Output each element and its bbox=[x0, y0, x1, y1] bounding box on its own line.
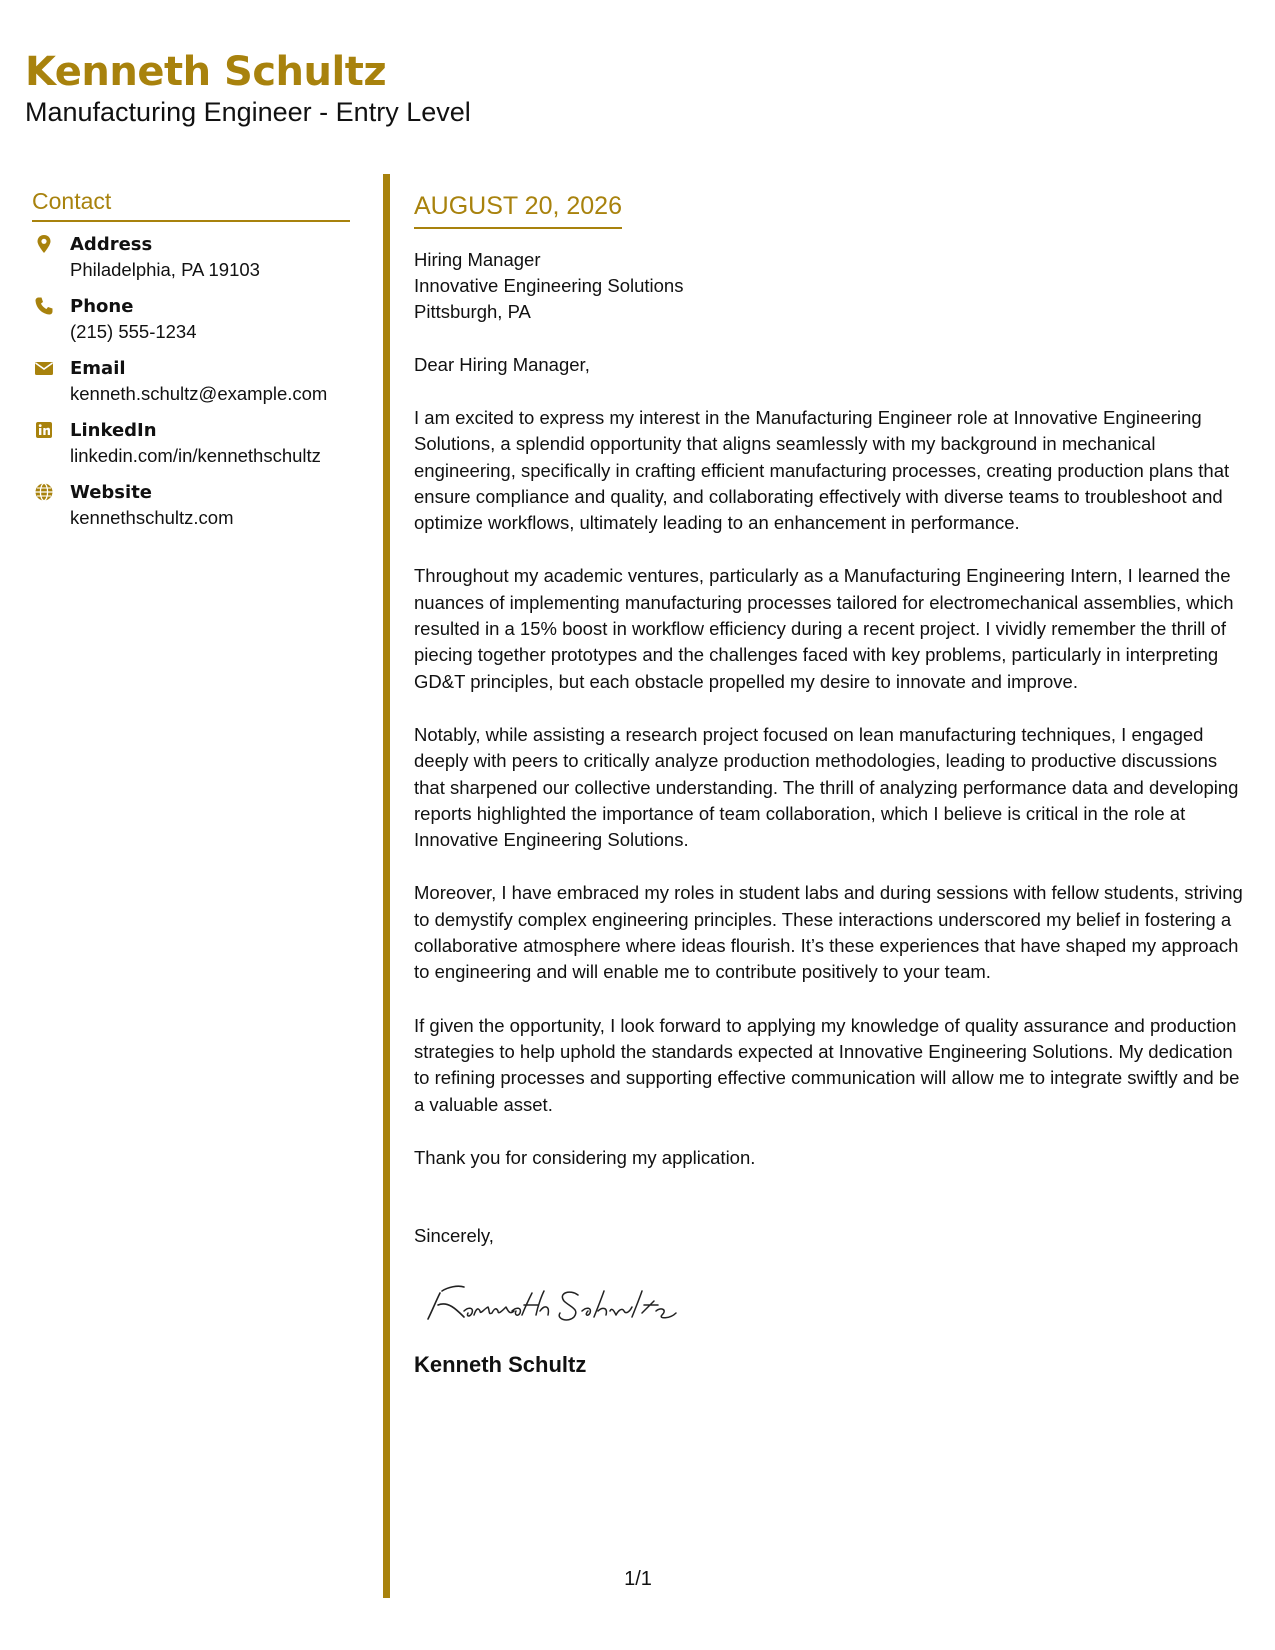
phone-value: (215) 555-1234 bbox=[70, 321, 197, 342]
closing: Sincerely, bbox=[414, 1225, 494, 1247]
recipient-block bbox=[414, 247, 1249, 325]
contact-label: Address bbox=[70, 234, 153, 255]
paragraph: Moreover, I have embraced my roles in student labs and during sessions with fellow students, striving to demystify complex engineering principles. These interactions underscored my belief in fostering a collaborative atmosphere where ideas flourish. It’s these experiences that have shaped my approach to engineering and will enable me to contribute positively to your team. bbox=[414, 882, 1243, 983]
page-number: 1/1 bbox=[624, 1568, 652, 1590]
email-value: kenneth.schultz@example.com bbox=[70, 383, 328, 404]
contact-item-website bbox=[32, 480, 350, 530]
contact-item-email bbox=[32, 356, 350, 406]
contact-label: LinkedIn bbox=[70, 420, 157, 441]
linkedin-icon bbox=[34, 420, 54, 440]
recipient-location: Pittsburgh, PA bbox=[414, 301, 531, 322]
paragraph: If given the opportunity, I look forward to applying my knowledge of quality assurance and production strategies to help uphold the standards expected at Innovative Engineering Solutions. My dedication to refining processes and supporting effective communication will allow me to integrate swiftly and be a valuable asset. bbox=[414, 1014, 1240, 1115]
signer-name: Kenneth Schultz bbox=[414, 1352, 587, 1378]
contact-label: Website bbox=[70, 482, 153, 503]
resume-header bbox=[25, 48, 471, 128]
contact-list bbox=[32, 232, 350, 530]
contact-item-linkedin bbox=[32, 418, 350, 468]
recipient-name: Hiring Manager bbox=[414, 249, 541, 270]
applicant-name: Kenneth Schultz bbox=[25, 49, 387, 95]
contact-label: Email bbox=[70, 358, 126, 379]
envelope-icon bbox=[34, 358, 54, 378]
address-value: Philadelphia, PA 19103 bbox=[70, 259, 260, 280]
phone-icon bbox=[34, 296, 54, 316]
linkedin-value: linkedin.com/in/kennethschultz bbox=[70, 445, 321, 466]
greeting: Dear Hiring Manager, bbox=[414, 354, 590, 375]
handwritten-signature bbox=[418, 1271, 688, 1331]
cover-letter-body bbox=[414, 190, 1249, 1379]
paragraph: I am excited to express my interest in the Manufacturing Engineer role at Innovative Engineering Solutions, a splendid opportunity that aligns seamlessly with my background in mechanical engineering, specifically in crafting efficient manufacturing processes, creating production plans that ensure compliance and quality, and collaborating effectively with diverse teams to troubleshoot and optimize workflows, ultimately leading to an enhancement in performance. bbox=[414, 407, 1230, 534]
contact-label: Phone bbox=[70, 296, 134, 317]
recipient-company: Innovative Engineering Solutions bbox=[414, 275, 684, 296]
map-pin-icon bbox=[34, 234, 54, 254]
website-value: kennethschultz.com bbox=[70, 507, 234, 528]
paragraph: Notably, while assisting a research project focused on lean manufacturing techniques, I engaged deeply with peers to critically analyze production methodologies, leading to productive discussions that sharpened our collective understanding. The thrill of analyzing performance data and developing reports highlighted the importance of team collaboration, which I believe is critical in the role at Innovative Engineering Solutions. bbox=[414, 723, 1239, 851]
paragraph: Throughout my academic ventures, particularly as a Manufacturing Engineering Intern, I learned the nuances of implementing manufacturing processes tailored for electromechanical assemblies, which resulted in a 15% boost in workflow efficiency during a recent project. I vividly remember the thrill of piecing together prototypes and the challenges faced with key problems, particularly in interpreting GD&T principles, but each obstacle propelled my desire to innovate and improve. bbox=[414, 565, 1234, 692]
letter-date: AUGUST 20, 2026 bbox=[414, 190, 622, 229]
vertical-divider bbox=[383, 174, 390, 1598]
contact-item-phone bbox=[32, 294, 350, 344]
contact-sidebar bbox=[32, 186, 350, 542]
paragraph: Thank you for considering my application. bbox=[414, 1146, 756, 1168]
contact-item-address bbox=[32, 232, 350, 282]
job-title: Manufacturing Engineer - Entry Level bbox=[25, 97, 471, 127]
globe-icon bbox=[34, 482, 54, 502]
contact-heading: Contact bbox=[32, 186, 350, 222]
